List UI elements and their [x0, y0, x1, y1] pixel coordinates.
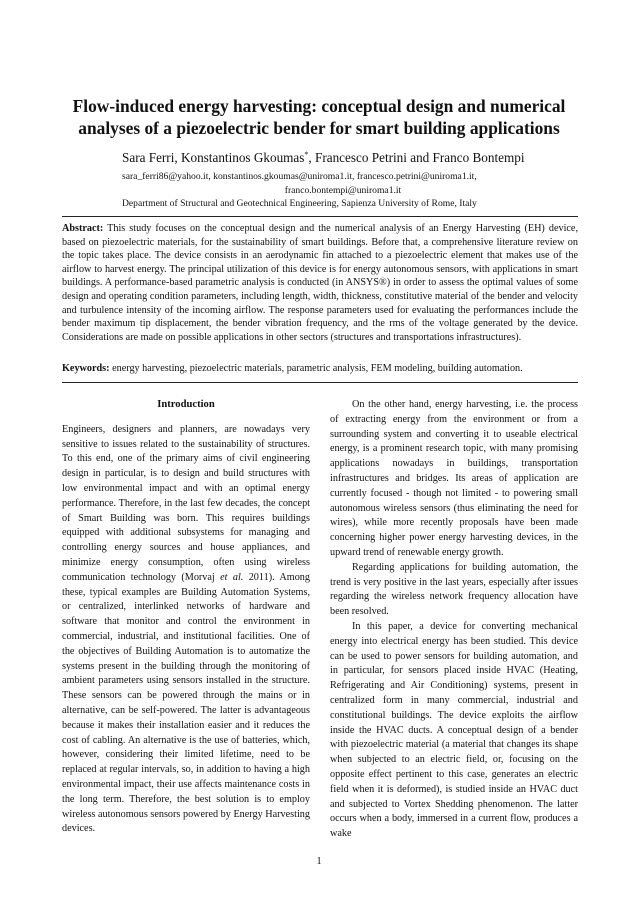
paper-title: Flow-induced energy harvesting: conceptual design and numerical analyses of a piezoelectric bender for smart building applications — [72, 96, 566, 138]
abstract-label: Abstract: — [62, 223, 104, 234]
intro-text-1: Engineers, designers and planners, are nowadays very sensitive to issues related to the sustainability of structures. To this end, one of the primary aims of civil engineering design in particular, is to design and build structures with low environmental impact and with an optimal energy performance. Therefore, in the last few decades, the concept of Smart Building was born. This requires buildings equipped with additional subsystems for managing and controlling energy sources and house appliances, and minimize energy consumption, often using wireless communication technology (Morvaj — [62, 423, 310, 583]
author-list — [122, 150, 562, 166]
keywords — [62, 362, 578, 376]
emails-line-2: franco.bontempi@uniroma1.it — [284, 185, 402, 196]
corresponding-author-mark: * — [304, 150, 309, 159]
bottom-divider — [62, 382, 578, 383]
emails-line-1: sara_ferri86@yahoo.it, konstantinos.gkoumas@uniroma1.it, francesco.petrini@uniroma1.it, — [122, 171, 477, 182]
introduction-heading: Introduction — [157, 399, 215, 410]
author-emails — [122, 170, 564, 198]
right-column — [330, 398, 578, 842]
right-paragraph-3: In this paper, a device for converting mechanical energy into electrical energy has been studied. This device can be used to power sensors for building automation, and in particular, for sensors placed inside HVAC (Heating, Refrigerating and Air Conditioning) systems, present in centralized form in many commercial, industrial and constitutional buildings. The device exploits the airflow inside the HVAC ducts. A conceptual design of a bender with piezoelectric material (a material that changes its shape when subjected to an electric field, or, focusing on the opposite effect pertinent to this case, generates an electric field when it is deformed), is studied inside an HVAC duct and subjected to Vortex Shedding phenomenon. The latter occurs when a body, immersed in a current flow, produces a wake — [330, 620, 578, 840]
right-paragraph-2: Regarding applications for building automation, the trend is very positive in the last years, especially after issues regarding the wireless network frequency allocation have been resolved. — [330, 561, 578, 618]
left-column — [62, 398, 310, 837]
right-paragraph-1: On the other hand, energy harvesting, i.e. the process of extracting energy from the environment or from a surrounding system and converting it to useable electrical energy, is a prominent research topic, with many promising applications nowadays in buildings, transportation infrastructures and bridges. Its areas of application are currently focused - though not limited - to powering small autonomous wireless sensors (thus eliminating the need for wires), while more recently proposals have been made concerning higher power energy harvesting devices, in the upward trend of renewable energy growth. — [330, 399, 578, 558]
intro-paragraph — [62, 423, 310, 837]
keywords-label: Keywords: — [62, 363, 110, 374]
abstract — [62, 222, 578, 344]
authors-part-1: Sara Ferri, Konstantinos Gkoumas — [122, 150, 305, 165]
authors-part-2: , Francesco Petrini and Franco Bontempi — [308, 150, 525, 165]
keywords-text: energy harvesting, piezoelectric materials, parametric analysis, FEM modeling, building automation. — [109, 363, 523, 374]
top-divider — [62, 216, 578, 217]
abstract-text: This study focuses on the conceptual design and the numerical analysis of an Energy Harvesting (EH) device, based on piezoelectric materials, for the sustainability of smart buildings. Before that, a comprehensive literature review on the topic takes place. The device consists in an aerodynamic fin attached to a piezoelectric element that makes use of the airflow to harvest energy. The principal utilization of this device is for energy autonomous sensors, with applications in smart buildings. A performance-based parametric analysis is conducted (in ANSYS®) in order to assess the optimal values of some design and operating condition parameters, including length, width, thickness, constitutive material of the bender and velocity and turbulence intensity of the incoming airflow. The response parameters used for evaluating the performances include the bender maximum tip displacement, the bender vibration frequency, and the rms of the voltage generated by the device. Considerations are made on possible applications in other sectors (structures and transportations infrastructures). — [62, 223, 578, 343]
affiliation: Department of Structural and Geotechnical Engineering, Sapienza University of Rome, Italy — [122, 198, 477, 209]
et-al: et al. — [220, 571, 244, 583]
page-number: 1 — [316, 856, 322, 867]
intro-text-2: 2011). Among these, typical examples are Building Automation Systems, or centralized, interlinked networks of hardware and software that monitor and control the environment in commercial, industrial, and institutional facilities. One of the objectives of Building Automation is to automatize the systems present in the building through the monitoring of ambient parameters using sensors installed in the structure. These sensors can be powered through the mains or in alternative, can be self-powered. The latter is advantageous because it makes their installation easier and it reduces the cost of cabling. An alternative is the use of batteries, which, however, considering their limited lifetime, need to be replaced at regular intervals, so, in addition to having a high environmental impact, their use affects maintenance costs in the long term. Therefore, the best solution is to employ wireless autonomous sensors powered by Energy Harvesting devices. — [62, 571, 310, 835]
